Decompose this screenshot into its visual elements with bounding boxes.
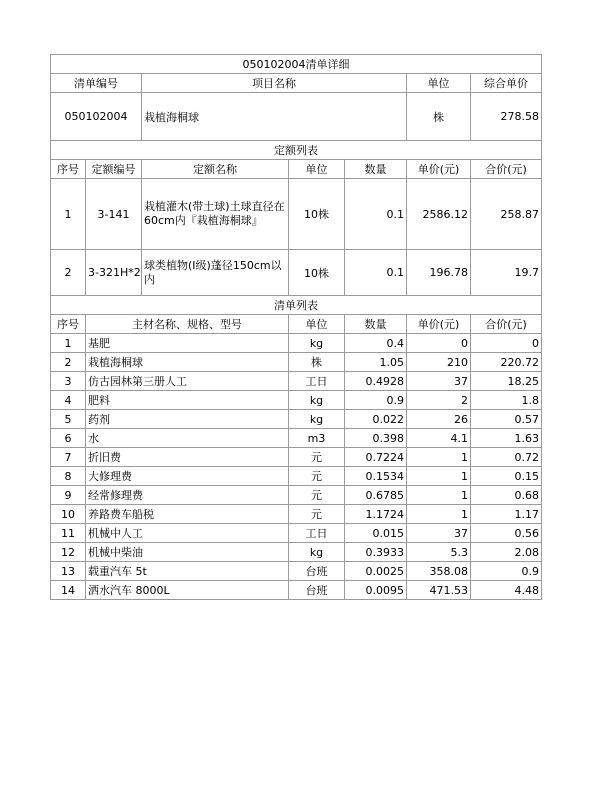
list-no: 8 xyxy=(51,467,86,486)
list-name: 洒水汽车 8000L xyxy=(86,581,289,600)
list-unit: 工日 xyxy=(289,372,345,391)
list-total: 0.56 xyxy=(471,524,542,543)
quota-total: 258.87 xyxy=(471,179,542,250)
list-unit: m3 xyxy=(289,429,345,448)
quota-section-row xyxy=(51,141,542,160)
list-header-unit: 单位 xyxy=(289,315,345,334)
list-row xyxy=(51,410,542,429)
list-unit: 元 xyxy=(289,486,345,505)
bill-row xyxy=(51,93,542,141)
list-header-total: 合价(元) xyxy=(471,315,542,334)
list-price: 1 xyxy=(407,505,471,524)
list-unit: 株 xyxy=(289,353,345,372)
quota-name: 栽植灌木(带土球)土球直径在60cm内『栽植海桐球』 xyxy=(142,179,289,250)
list-unit: kg xyxy=(289,410,345,429)
list-header-name: 主材名称、规格、型号 xyxy=(86,315,289,334)
bill-name: 栽植海桐球 xyxy=(142,93,407,141)
list-name: 药剂 xyxy=(86,410,289,429)
list-header-no: 序号 xyxy=(51,315,86,334)
quota-header-code: 定额编号 xyxy=(86,160,142,179)
list-name: 仿古园林第三册人工 xyxy=(86,372,289,391)
quota-no: 2 xyxy=(51,250,86,296)
list-row xyxy=(51,391,542,410)
bill-code: 050102004 xyxy=(51,93,142,141)
list-no: 3 xyxy=(51,372,86,391)
list-no: 11 xyxy=(51,524,86,543)
list-name: 大修理费 xyxy=(86,467,289,486)
quota-no: 1 xyxy=(51,179,86,250)
list-total: 0.15 xyxy=(471,467,542,486)
table-title: 050102004清单详细 xyxy=(51,55,542,74)
quota-qty: 0.1 xyxy=(345,250,407,296)
list-total: 18.25 xyxy=(471,372,542,391)
list-unit: 元 xyxy=(289,448,345,467)
list-no: 6 xyxy=(51,429,86,448)
list-price: 358.08 xyxy=(407,562,471,581)
list-total: 0.57 xyxy=(471,410,542,429)
list-no: 4 xyxy=(51,391,86,410)
list-qty: 0.9 xyxy=(345,391,407,410)
list-name: 机械中柴油 xyxy=(86,543,289,562)
list-no: 7 xyxy=(51,448,86,467)
quota-unit: 10株 xyxy=(289,179,345,250)
list-row xyxy=(51,505,542,524)
list-qty: 0.015 xyxy=(345,524,407,543)
list-row xyxy=(51,486,542,505)
list-unit: kg xyxy=(289,334,345,353)
quota-header-name: 定额名称 xyxy=(142,160,289,179)
list-price: 2 xyxy=(407,391,471,410)
list-name: 栽植海桐球 xyxy=(86,353,289,372)
header-unit: 单位 xyxy=(407,74,471,93)
list-qty: 0.0095 xyxy=(345,581,407,600)
bill-header-row xyxy=(51,74,542,93)
quota-code: 3-141 xyxy=(86,179,142,250)
quota-row xyxy=(51,179,542,250)
quota-unit: 10株 xyxy=(289,250,345,296)
list-row xyxy=(51,543,542,562)
list-price: 26 xyxy=(407,410,471,429)
quota-header-total: 合价(元) xyxy=(471,160,542,179)
list-total: 1.8 xyxy=(471,391,542,410)
list-row xyxy=(51,334,542,353)
list-name: 经常修理费 xyxy=(86,486,289,505)
title-row xyxy=(51,55,542,74)
list-name: 养路费车船税 xyxy=(86,505,289,524)
list-section-row xyxy=(51,296,542,315)
list-total: 0.9 xyxy=(471,562,542,581)
list-price: 37 xyxy=(407,372,471,391)
list-total: 0 xyxy=(471,334,542,353)
list-qty: 1.05 xyxy=(345,353,407,372)
quota-qty: 0.1 xyxy=(345,179,407,250)
list-total: 2.08 xyxy=(471,543,542,562)
list-qty: 0.4928 xyxy=(345,372,407,391)
header-bill-code: 清单编号 xyxy=(51,74,142,93)
list-price: 1 xyxy=(407,486,471,505)
list-price: 471.53 xyxy=(407,581,471,600)
list-total: 1.63 xyxy=(471,429,542,448)
list-price: 0 xyxy=(407,334,471,353)
list-qty: 1.1724 xyxy=(345,505,407,524)
list-unit: kg xyxy=(289,543,345,562)
list-row xyxy=(51,448,542,467)
list-row xyxy=(51,353,542,372)
quota-header-qty: 数量 xyxy=(345,160,407,179)
bill-price: 278.58 xyxy=(471,93,542,141)
quota-price: 196.78 xyxy=(407,250,471,296)
list-unit: 工日 xyxy=(289,524,345,543)
list-qty: 0.4 xyxy=(345,334,407,353)
list-price: 4.1 xyxy=(407,429,471,448)
list-qty: 0.3933 xyxy=(345,543,407,562)
list-qty: 0.6785 xyxy=(345,486,407,505)
list-no: 12 xyxy=(51,543,86,562)
bill-unit: 株 xyxy=(407,93,471,141)
list-qty: 0.0025 xyxy=(345,562,407,581)
list-qty: 0.398 xyxy=(345,429,407,448)
list-no: 9 xyxy=(51,486,86,505)
list-unit: kg xyxy=(289,391,345,410)
quota-total: 19.7 xyxy=(471,250,542,296)
list-header-price: 单价(元) xyxy=(407,315,471,334)
quota-row xyxy=(51,250,542,296)
list-qty: 0.7224 xyxy=(345,448,407,467)
quota-header-no: 序号 xyxy=(51,160,86,179)
list-unit: 元 xyxy=(289,467,345,486)
list-total: 4.48 xyxy=(471,581,542,600)
list-no: 5 xyxy=(51,410,86,429)
quota-header-unit: 单位 xyxy=(289,160,345,179)
list-qty: 0.1534 xyxy=(345,467,407,486)
list-header-row xyxy=(51,315,542,334)
list-qty: 0.022 xyxy=(345,410,407,429)
list-no: 10 xyxy=(51,505,86,524)
list-no: 1 xyxy=(51,334,86,353)
list-name: 基肥 xyxy=(86,334,289,353)
list-row xyxy=(51,429,542,448)
list-row xyxy=(51,524,542,543)
list-price: 1 xyxy=(407,448,471,467)
list-name: 机械中人工 xyxy=(86,524,289,543)
list-row xyxy=(51,372,542,391)
quota-name: 球类植物(Ⅰ级)蓬径150cm以内 xyxy=(142,250,289,296)
list-section-title: 清单列表 xyxy=(51,296,542,315)
quota-section-title: 定额列表 xyxy=(51,141,542,160)
list-total: 0.72 xyxy=(471,448,542,467)
list-unit: 台班 xyxy=(289,562,345,581)
list-price: 210 xyxy=(407,353,471,372)
list-row xyxy=(51,467,542,486)
list-price: 37 xyxy=(407,524,471,543)
list-name: 折旧费 xyxy=(86,448,289,467)
list-total: 220.72 xyxy=(471,353,542,372)
quota-header-row xyxy=(51,160,542,179)
list-price: 1 xyxy=(407,467,471,486)
list-no: 13 xyxy=(51,562,86,581)
list-total: 0.68 xyxy=(471,486,542,505)
quota-header-price: 单价(元) xyxy=(407,160,471,179)
list-no: 2 xyxy=(51,353,86,372)
list-row xyxy=(51,581,542,600)
list-price: 5.3 xyxy=(407,543,471,562)
list-no: 14 xyxy=(51,581,86,600)
header-unit-price: 综合单价 xyxy=(471,74,542,93)
quota-price: 2586.12 xyxy=(407,179,471,250)
list-total: 1.17 xyxy=(471,505,542,524)
list-header-qty: 数量 xyxy=(345,315,407,334)
header-item-name: 项目名称 xyxy=(142,74,407,93)
bill-detail-table xyxy=(50,54,542,600)
list-name: 载重汽车 5t xyxy=(86,562,289,581)
list-unit: 台班 xyxy=(289,581,345,600)
list-unit: 元 xyxy=(289,505,345,524)
list-name: 水 xyxy=(86,429,289,448)
list-name: 肥料 xyxy=(86,391,289,410)
quota-code: 3-321H*2 xyxy=(86,250,142,296)
list-row xyxy=(51,562,542,581)
